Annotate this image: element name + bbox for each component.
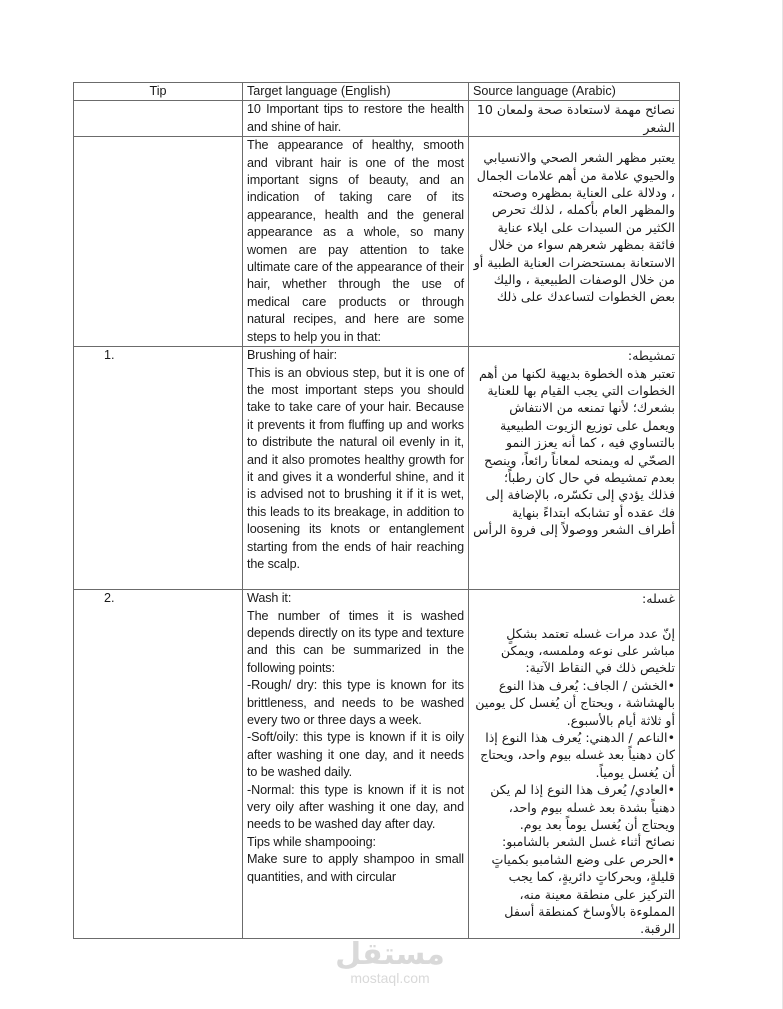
english-step-body: This is an obvious step, but it is one of the most important steps you should take to take care of your hair. Because it prevents it from fluffing up and works to distribute the natural oil evenly in it, and it also promotes healthy growth for it and gives it a wonderful shine, and it is advised not to brushing it if it is wet, this leads to its breakage, in addition to loosening its knots or entanglement starting from the ends of hair reaching the scalp. [247,365,464,571]
table-row [74,590,680,939]
english-point-normal: -Normal: this type is known if it is not very oily after washing it one day, and needs to be washed day after day. [247,782,464,832]
english-title: 10 Important tips to restore the health and shine of hair. [247,102,464,134]
header-tip: Tip [74,83,243,101]
watermark-url: mostaql.com [350,970,430,986]
english-point-rough: -Rough/ dry: this type is known for its brittleness, and needs to be washed every two or three days a week. [247,678,464,727]
arabic-point-normal: • العادي/ يُعرف هذا النوع إذا لم يكن دهنياً بشدة بعد غسله بيوم واحد، ويحتاج أن يُغسل يوماً بعد يوم. [473,781,675,833]
header-source-language: Source language (Arabic) [469,83,680,101]
table-row [74,101,680,137]
tip-number [74,101,243,137]
english-cell [243,590,469,939]
english-intro: The appearance of healthy, smooth and vibrant hair is one of the most important signs of beauty, and an indication of taking care of its appearance, health and the general appearance as a whole, so many women are pay attention to take ultimate care of the appearance of their hair, whether through the use of medical care products or through natural recipes, and here are some steps to help you in that: [247,138,464,344]
arabic-cell [469,101,680,137]
translation-table [73,82,680,939]
tip-number: 1. [74,347,243,590]
arabic-intro: يعتبر مظهر الشعر الصحي والانسيابي والحيوي علامة من أهم علامات الجمال ، ودلالة على العناية بمظهره وصحته والمظهر العام بأكمله ، لذلك تحرص الكثير من السيدات على ايلاء عناية فائقة بمظهر شعرهم سواء من خلال الاستعانة بمستحضرات العناية الطبية أو من خلال الوصفات الطبيعية ، واليك بعض الخطوات لتساعدك على ذلك [473,150,675,305]
table-row [74,347,680,590]
arabic-point-soft: • الناعم / الدهني: يُعرف هذا النوع إذا كان دهنياً بعد غسله بيوم واحد، ويحتاج أن يُغسل يومياً. [473,729,675,781]
watermark [320,937,460,986]
english-point-soft: -Soft/oily: this type is known if it is oily after washing it one day, and it needs to be washed daily. [247,730,464,780]
arabic-point-rough: • الخشن / الجاف: يُعرف هذا النوع بالهشاشة ، ويحتاج أن يُغسل كل يومين أو ثلاثة أيام بالأسبوع. [473,677,675,729]
tip-number: 2. [74,590,243,939]
arabic-cell [469,347,680,590]
arabic-step-title: تمشيطه: [627,348,675,364]
header-target-language: Target language (English) [243,83,469,101]
table-header-row [74,83,680,101]
english-shampoo-title: Tips while shampooing: [247,834,376,849]
arabic-shampoo-body: • الحرص على وضع الشامبو بكمياتٍ قليلةٍ، وبحركاتٍ دائريةٍ، كما يجب التركيز على منطقة معينة منه، المملوءة بالأوساخ كمنطقة أسفل الرقبة. [473,851,675,938]
watermark-logo: مستقل [335,937,445,972]
english-step-body: The number of times it is washed depends directly on its type and texture and this can be summarized in the following points: [247,608,464,675]
english-cell [243,101,469,137]
tip-number [74,137,243,347]
arabic-cell [469,590,680,939]
arabic-step-body: تعتبر هذه الخطوة بديهية لكنها من أهم الخطوات التي يجب القيام بها للعناية بشعرك؛ لأنها تمنعه من الانتفاش ويعمل على توزيع الزيوت الطبيعية بالتساوي فيه ، كما أنه يعزز النمو الصحّي له ويمنحه لمعاناً رائعاً، وينصح بعدم تمشيطه في حال كان رطباً؛ فذلك يؤدي إلى تكسّره، بالإضافة إلى فك عقده أو تشابكه ابتداءً بنهاية أطراف الشعر ووصولاً إلى فروة الرأس [473,365,675,538]
english-cell [243,347,469,590]
english-step-title: Wash it: [247,591,292,606]
english-cell [243,137,469,347]
table-row [74,137,680,347]
arabic-title: نصائح مهمة لاستعادة صحة ولمعان 10 الشعر [476,102,675,135]
english-shampoo-body: Make sure to apply shampoo in small quantities, and with circular [247,852,464,884]
arabic-shampoo-title: نصائح أثناء غسل الشعر بالشامبو: [502,834,675,850]
arabic-step-body: إنّ عدد مرات غسله تعتمد بشكلٍ مباشر على نوعه وملمسه، ويمكن تلخيص ذلك في النقاط الآتية: [500,625,675,676]
arabic-step-title: غسله: [642,591,675,607]
english-step-title: Brushing of hair: [247,348,338,363]
arabic-cell [469,137,680,347]
